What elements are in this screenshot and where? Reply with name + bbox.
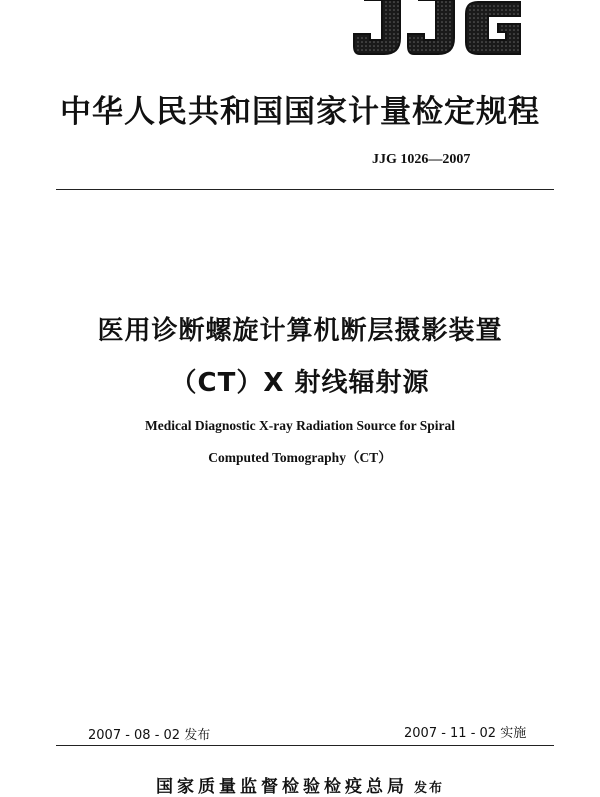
issue-date: 2007 - 08 - 02 发布 (88, 728, 211, 743)
publisher-name: 国家质量监督检验检疫总局 (155, 777, 408, 797)
jjg-logo (352, 0, 524, 58)
title-english-line-1: Medical Diagnostic X-ray Radiation Source for Spiral (145, 418, 455, 433)
title-english-line-2: Computed Tomography（CT） (208, 450, 392, 465)
series-title: 中华人民共和国国家计量检定规程 (60, 94, 540, 130)
header-divider (56, 189, 554, 190)
title-chinese-line-2: （CT）X 射线辐射源 (170, 368, 430, 398)
title-chinese-line-1: 医用诊断螺旋计算机断层摄影装置 (97, 316, 503, 346)
standard-code: JJG 1026—2007 (372, 152, 471, 167)
publish-label: 发布 (413, 781, 444, 796)
publisher-line (0, 772, 600, 797)
effective-date: 2007 - 11 - 02 实施 (404, 726, 527, 741)
footer-divider (56, 745, 554, 746)
